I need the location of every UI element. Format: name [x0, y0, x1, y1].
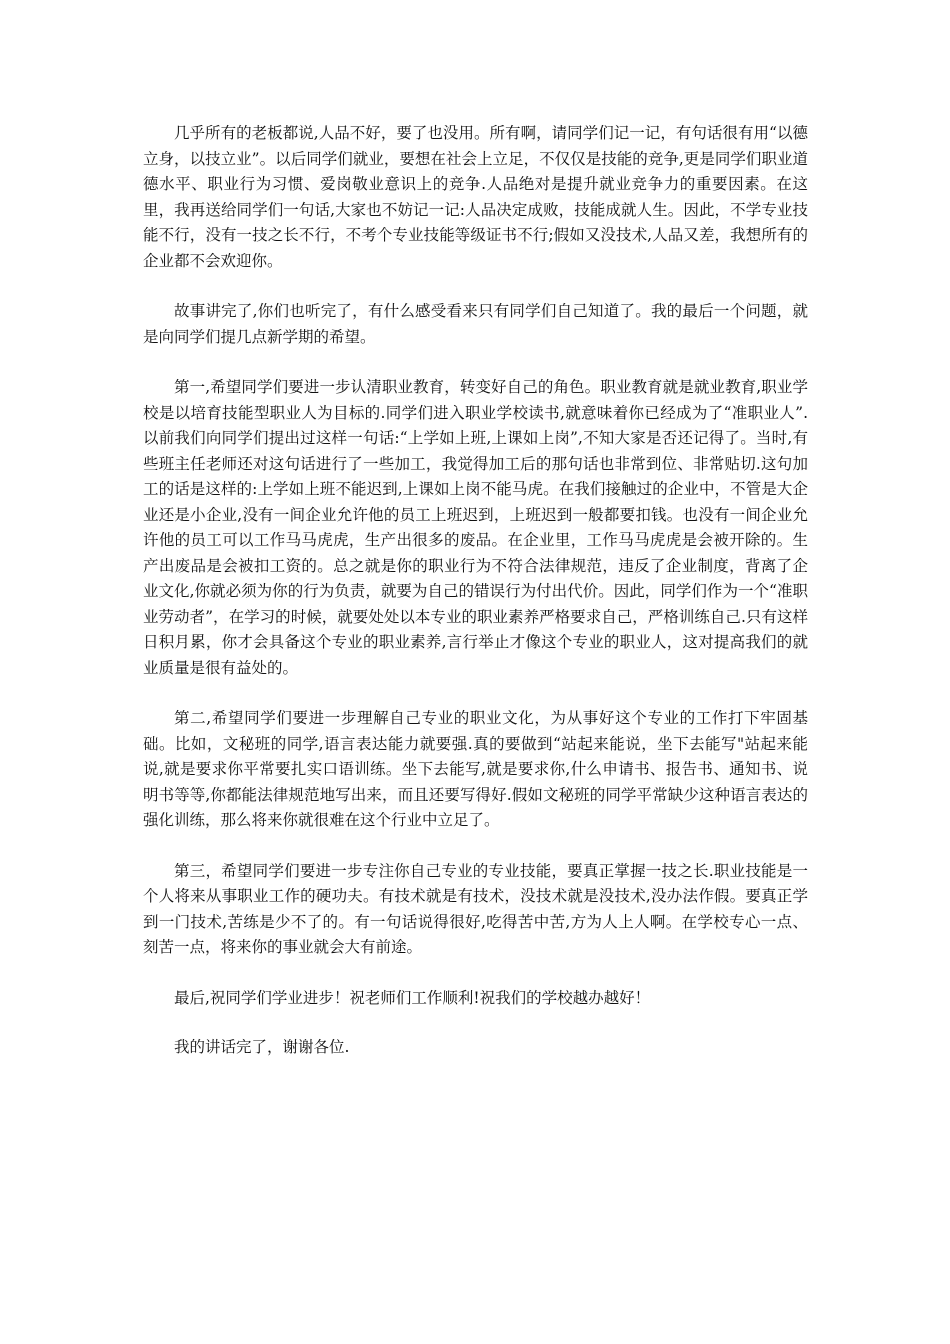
paragraph-1: 几乎所有的老板都说,人品不好，要了也没用。所有啊，请同学们记一记，有句话很有用“以德立身，以技立业”。以后同学们就业，要想在社会上立足，不仅仅是技能的竞争,更是同学们职业道德水平、职业行为习惯、爱岗敬业意识上的竞争.人品绝对是提升就业竞争力的重要因素。在这里，我再送给同学们一句话,大家也不妨记一记:人品决定成败，技能成就人生。因此，不学专业技能不行，没有一技之长不行，不考个专业技能等级证书不行;假如又没技术,人品又差，我想所有的企业都不会欢迎你。 — [143, 124, 808, 270]
paragraph-7: 我的讲话完了，谢谢各位. — [174, 1038, 350, 1056]
paragraph-4: 第二,希望同学们要进一步理解自己专业的职业文化，为从事好这个专业的工作打下牢固基础。比如，文秘班的同学,语言表达能力就要强.真的要做到“站起来能说，坐下去能写"站起来能说,就是要求你平常要扎实口语训练。坐下去能写,就是要求你,什么申请书、报告书、通知书、说明书等等,你都能法律规范地写出来，而且还要写得好.假如文秘班的同学平常缺少这种语言表达的强化训练，那么将来你就很难在这个行业中立足了。 — [143, 709, 808, 829]
document-body — [143, 121, 808, 1085]
paragraph-5: 第三，希望同学们要进一步专注你自己专业的专业技能，要真正掌握一技之长.职业技能是一个人将来从事职业工作的硬功夫。有技术就是有技术，没技术就是没技术,没办法作假。要真正学到一门技术,苦练是少不了的。有一句话说得很好,吃得苦中苦,方为人上人啊。在学校专心一点、刻苦一点，将来你的事业就会大有前途。 — [143, 861, 808, 956]
paragraph-3: 第一,希望同学们要进一步认清职业教育，转变好自己的角色。职业教育就是就业教育,职业学校是以培育技能型职业人为目标的.同学们进入职业学校读书,就意味着你已经成为了“准职业人”.以前我们向同学们提出过这样一句话:“上学如上班,上课如上岗”,不知大家是否还记得了。当时,有些班主任老师还对这句话进行了一些加工，我觉得加工后的那句话也非常到位、非常贴切.这句加工的话是这样的:上学如上班不能迟到,上课如上岗不能马虎。在我们接触过的企业中，不管是大企业还是小企业,没有一间企业允许他的员工上班迟到，上班迟到一般都要扣钱。也没有一间企业允许他的员工可以工作马马虎虎，生产出很多的废品。在企业里，工作马马虎虎是会被开除的。生产出废品是会被扣工资的。总之就是你的职业行为不符合法律规范，违反了企业制度，背离了企业文化,你就必须为你的行为负责，就要为自己的错误行为付出代价。因此，同学们作为一个“准职业劳动者”，在学习的时候，就要处处以本专业的职业素养严格要求自己，严格训练自己.只有这样日积月累，你才会具备这个专业的职业素养,言行举止才像这个专业的职业人，这对提高我们的就业质量是很有益处的。 — [143, 378, 808, 677]
paragraph-6: 最后,祝同学们学业进步！祝老师们工作顺利!祝我们的学校越办越好！ — [174, 988, 651, 1007]
paragraph-2: 故事讲完了,你们也听完了，有什么感受看来只有同学们自己知道了。我的最后一个问题，就是向同学们提几点新学期的希望。 — [143, 302, 808, 346]
